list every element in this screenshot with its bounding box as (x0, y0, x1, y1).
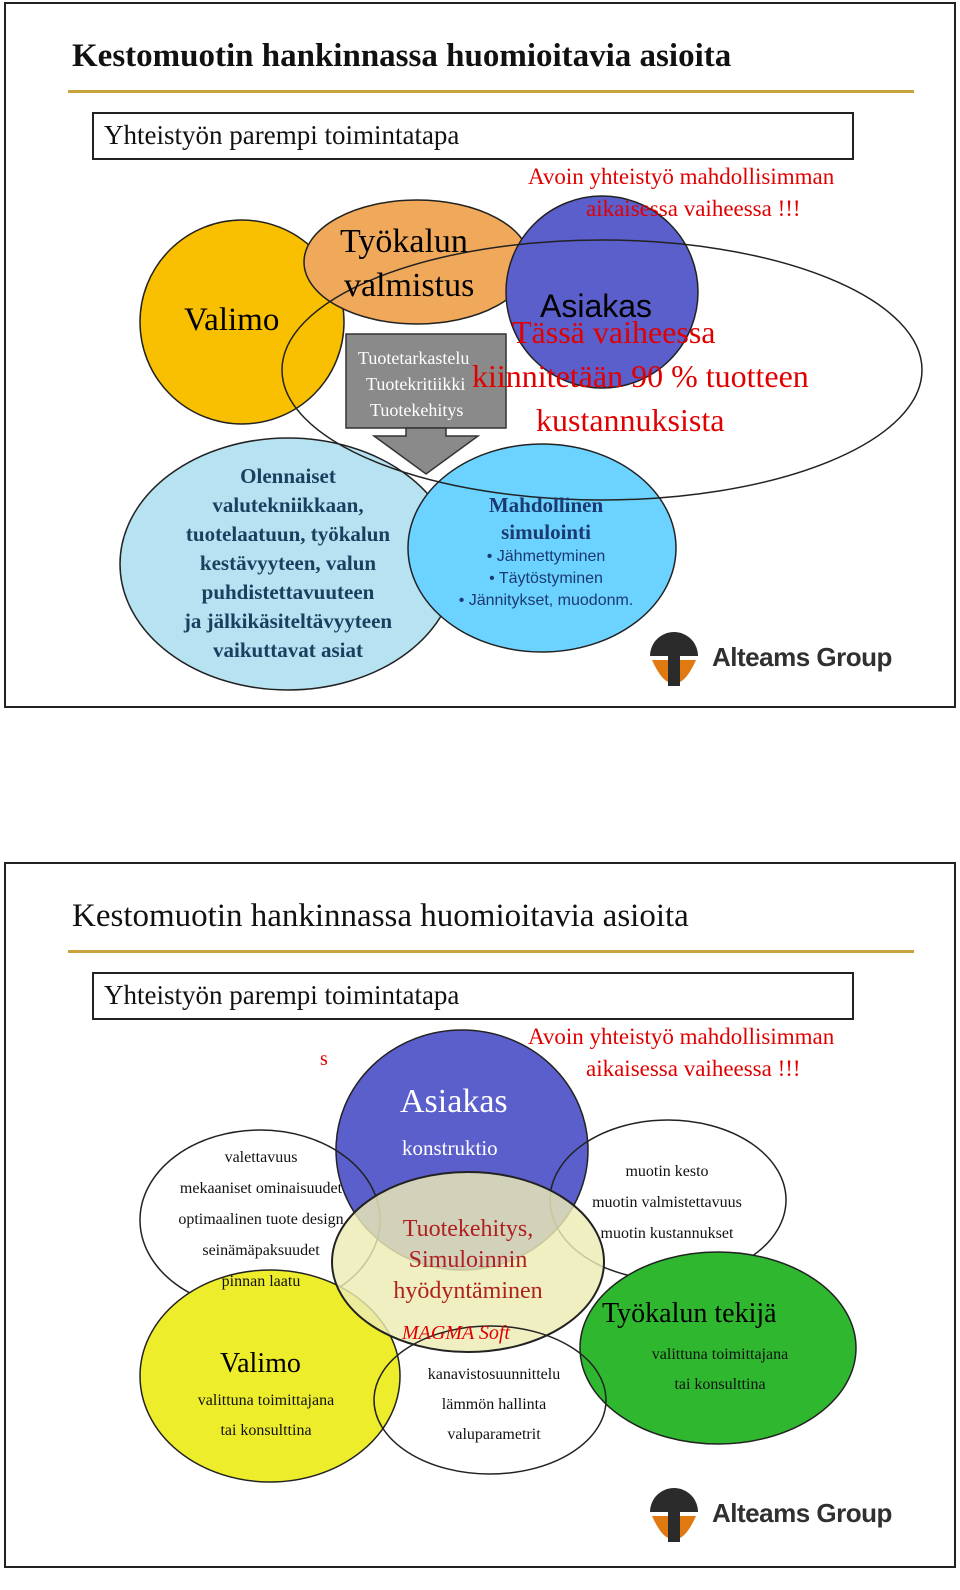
valimo-sub-line: tai konsulttina (220, 1422, 312, 1439)
arrow-item-1: Tuotetarkastelu (358, 348, 470, 368)
alteams-logo (646, 632, 921, 690)
mold-text (562, 1156, 772, 1249)
slide-2-note-line-2: aikaisessa vaiheessa !!! (586, 1056, 801, 1081)
requirement-item: pinnan laatu (221, 1273, 301, 1290)
center-line: Simuloinnin (408, 1247, 528, 1273)
mold-item: muotin kesto (625, 1163, 709, 1180)
slide-1 (4, 2, 956, 708)
slide-2-asiakas-label: Asiakas (400, 1083, 508, 1120)
center-line: hyödyntäminen (393, 1278, 543, 1304)
alteams-logo-text: Alteams Group (712, 1498, 892, 1528)
olennaiset-line: valutekniikkaan, (212, 493, 364, 517)
alteams-logo-mark-icon (646, 1488, 702, 1544)
olennaiset-line: puhdistettavuuteen (201, 580, 375, 604)
magma-item: lämmön hallinta (441, 1396, 547, 1413)
tyokalu-sub-text (620, 1340, 820, 1400)
requirement-item: valettavuus (224, 1149, 298, 1166)
slide-1-tyokalun-label-1: Työkalun (340, 223, 468, 260)
mold-item: muotin valmistettavuus (592, 1194, 742, 1211)
slide-1-title-rule (68, 90, 914, 93)
simulointi-item: • Jännitykset, muodonm. (458, 592, 634, 609)
slide-2 (4, 862, 956, 1568)
big-note-line-1: Tässä vaiheessa (512, 314, 716, 350)
alteams-logo-text: Alteams Group (712, 642, 892, 672)
alteams-logo-mark-icon (646, 632, 702, 688)
slide-2-note-line-1: Avoin yhteistyö mahdollisimman (528, 1024, 835, 1049)
magma-item: kanavistosuunnittelu (427, 1366, 561, 1383)
tyokalun-valmistus-ellipse (304, 200, 530, 324)
slide-2-title-rule (68, 950, 914, 953)
center-text (358, 1214, 578, 1307)
simulointi-item: • Täytöstyminen (489, 570, 603, 587)
valimo-sub-line: valittuna toimittajana (197, 1392, 335, 1409)
big-note-line-2: kiinnitetään 90 % tuotteen (472, 358, 809, 394)
requirement-item: seinämäpaksuudet (202, 1242, 320, 1259)
simulointi-text (436, 492, 656, 612)
slide-1-title: Kestomuotin hankinnassa huomioitavia asioita (72, 38, 732, 74)
simulointi-title-1: Mahdollinen (488, 493, 604, 517)
olennaiset-line: tuotelaatuun, työkalun (185, 522, 391, 546)
slide-1-tyokalun-label-2: valmistus (344, 267, 475, 304)
simulointi-item: • Jähmettyminen (486, 548, 606, 565)
slide-1-asiakas-label: Asiakas (540, 288, 653, 324)
slide-1-note-line-1: Avoin yhteistyö mahdollisimman (528, 164, 835, 189)
slide-1-valimo-label: Valimo (184, 302, 280, 338)
requirement-item: optimaalinen tuote design (178, 1211, 344, 1228)
olennaiset-line: Olennaiset (240, 464, 336, 488)
slide-2-valimo-label: Valimo (220, 1348, 301, 1379)
tyokalu-sub-line: tai konsulttina (674, 1376, 766, 1393)
requirement-item: mekaaniset ominaisuudet (179, 1180, 343, 1197)
simulointi-title-2: simulointi (501, 520, 591, 544)
center-line: Tuotekehitys, (402, 1216, 534, 1242)
magma-item: valuparametrit (447, 1426, 541, 1443)
slide-2-subtitle: Yhteistyön parempi toimintatapa (92, 972, 854, 1020)
konstruktio-label: konstruktio (402, 1136, 498, 1160)
slide-1-subtitle: Yhteistyön parempi toimintatapa (92, 112, 854, 160)
magma-label: MAGMA Soft (402, 1322, 510, 1344)
big-note-line-3: kustannuksista (536, 402, 725, 438)
tyokalu-label: Työkalun tekijä (602, 1298, 777, 1329)
arrow-item-3: Tuotekehitys (370, 400, 464, 420)
olennaiset-line: vaikuttavat asiat (213, 638, 363, 662)
stray-s: s (320, 1048, 328, 1070)
tyokalu-sub-line: valittuna toimittajana (651, 1346, 789, 1363)
slide-2-title: Kestomuotin hankinnassa huomioitavia asioita (72, 898, 689, 934)
olennaiset-line: ja jälkikäsiteltävyyteen (183, 609, 393, 633)
slide-1-note-line-2: aikaisessa vaiheessa !!! (586, 196, 801, 221)
alteams-logo (646, 1488, 921, 1546)
arrow-item-2: Tuotekritiikki (366, 374, 466, 394)
olennaiset-line: kestävyyteen, valun (199, 551, 377, 575)
valimo-sub-text (166, 1386, 366, 1446)
magma-text (384, 1360, 604, 1450)
mold-item: muotin kustannukset (600, 1225, 734, 1242)
olennaiset-text (158, 462, 418, 665)
requirements-text (146, 1142, 376, 1297)
